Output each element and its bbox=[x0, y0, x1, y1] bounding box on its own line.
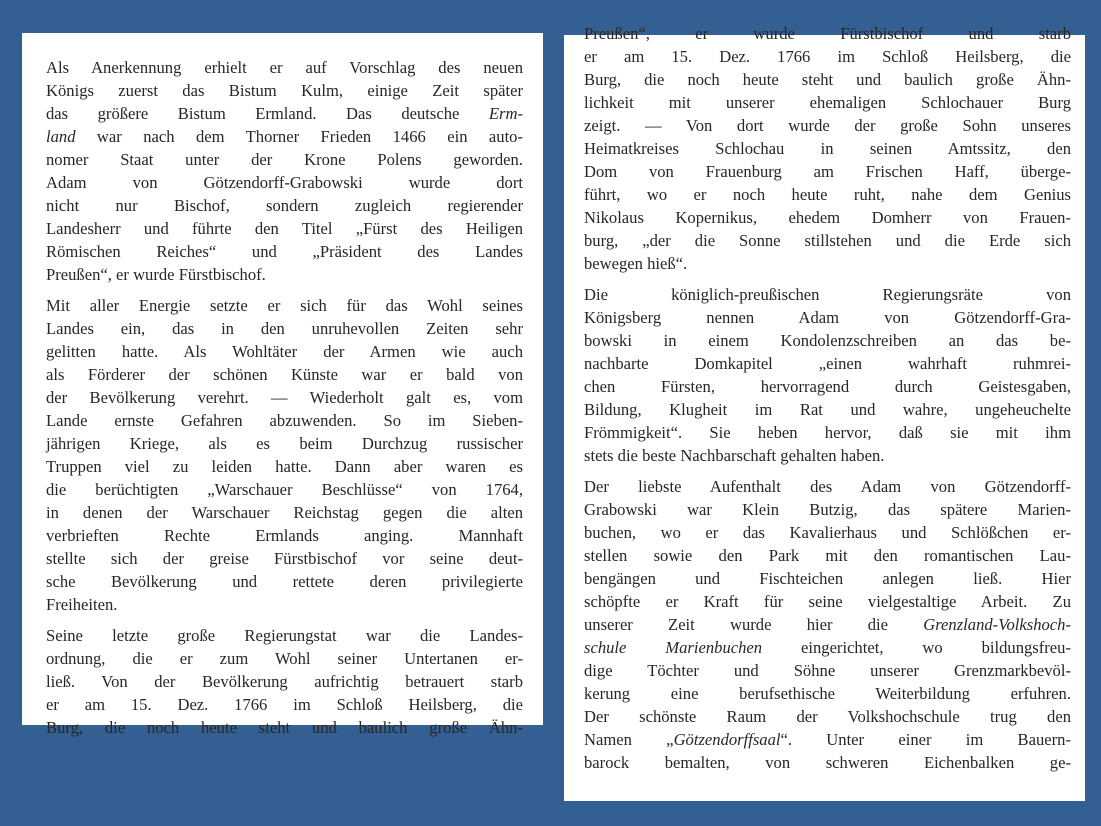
paragraph-1 bbox=[584, 45, 1071, 275]
text-line: Königsberg nennen Adam von Götzendorff-Gra- bbox=[584, 308, 1071, 327]
text-line: Landesherr und führte den Titel „Fürst des Heiligen bbox=[46, 219, 523, 238]
text-line: Die königlich-preußischen Regierungsräte von bbox=[584, 285, 1071, 304]
text-line: der Bevölkerung verehrt. — Wiederholt galt es, vom bbox=[46, 388, 523, 407]
text-line: lichkeit mit unserer ehemaligen Schlochauer Burg bbox=[584, 93, 1071, 112]
paragraph-2 bbox=[46, 294, 523, 616]
text-line: er am 15. Dez. 1766 im Schloß Heilsberg, die bbox=[584, 47, 1071, 66]
right-page-scan bbox=[564, 24, 1085, 801]
text-line: Seine letzte große Regierungstat war die Landes- bbox=[46, 626, 523, 645]
text-line: er am 15. Dez. 1766 im Schloß Heilsberg, die bbox=[46, 695, 523, 714]
text-line: Landes ein, das in den unruhevollen Zeiten sehr bbox=[46, 319, 523, 338]
paragraph-1 bbox=[46, 56, 523, 286]
text-line: dige Töchter und Söhne unserer Grenzmarkbevöl- bbox=[584, 661, 1071, 680]
text-line: verbrieften Rechte Ermlands anging. Mannhaft bbox=[46, 526, 523, 545]
text-line-italic-phrase: unserer Zeit wurde hier die Grenzland-Volkshoch- bbox=[584, 615, 1071, 634]
paragraph-3 bbox=[46, 624, 523, 737]
paragraph-3 bbox=[584, 475, 1071, 774]
cut-off-line: Burg, die noch heute steht und baulich große Ähn- bbox=[46, 718, 523, 737]
text-line-italic-phrase: Namen „Götzendorffsaal“. Unter einer im Bauern- bbox=[584, 730, 1072, 749]
text-line: burg, „der die Sonne stillstehen und die Erde sich bbox=[584, 231, 1071, 250]
text-line: Nikolaus Kopernikus, ehedem Domherr von Frauen- bbox=[584, 208, 1071, 227]
text-line: Königs zuerst das Bistum Kulm, einige Zeit später bbox=[46, 81, 523, 100]
text-line: Lande ernste Gefahren abzuwenden. So im Sieben- bbox=[46, 411, 523, 430]
text-line: schöpfte er Kraft für seine vielgestaltige Arbeit. Zu bbox=[584, 592, 1071, 611]
text-line: sche Bevölkerung und rettete deren privilegierte bbox=[46, 572, 523, 591]
text-line: Preußen“, er wurde Fürstbischof. bbox=[46, 265, 266, 284]
text-line: chen Fürsten, hervorragend durch Geistesgaben, bbox=[584, 377, 1071, 396]
left-page-scan bbox=[22, 33, 543, 737]
text-line: buchen, wo er das Kavalierhaus und Schlößchen er- bbox=[584, 523, 1071, 542]
text-line: als Förderer der schönen Künste war er bald von bbox=[46, 365, 523, 384]
text-line: gelitten hatte. Als Wohltäter der Armen wie auch bbox=[46, 342, 523, 361]
text-line: stets die beste Nachbarschaft gehalten haben. bbox=[584, 446, 885, 465]
italic-phrase: schule Marienbuchen bbox=[584, 638, 763, 657]
text-line: bengängen und Fischteichen anlegen ließ. Hier bbox=[584, 569, 1071, 588]
text-line: kerung eine berufsethische Weiterbildung erfuhren. bbox=[584, 684, 1071, 703]
text-line: stellte sich der greise Fürstbischof vor seine deut- bbox=[46, 549, 523, 568]
text-line: Frömmigkeit“. Sie heben hervor, daß sie mit ihm bbox=[584, 423, 1071, 442]
text-line: jährigen Kriege, als es beim Durchzug russischer bbox=[46, 434, 523, 453]
text-line: Heimatkreises Schlochau in seinen Amtssitz, den bbox=[584, 139, 1071, 158]
text-line: das größere Bistum Ermland. Das deutsche Erm- bbox=[46, 104, 523, 123]
text-line: Dom von Frauenburg am Frischen Haff, überge- bbox=[584, 162, 1071, 181]
italic-phrase: land bbox=[46, 127, 76, 146]
text-line: Der liebste Aufenthalt des Adam von Götzendorff- bbox=[584, 477, 1071, 496]
italic-phrase: Grenzland-Volkshoch- bbox=[923, 615, 1071, 634]
text-line: nicht nur Bischof, sondern zugleich regierender bbox=[46, 196, 523, 215]
italic-phrase: Erm- bbox=[488, 104, 523, 123]
text-line: Adam von Götzendorff-Grabowski wurde dort bbox=[46, 173, 523, 192]
italic-phrase: Götzendorffsaal bbox=[673, 730, 781, 749]
text-line: stellen sowie den Park mit den romantischen Lau- bbox=[584, 546, 1071, 565]
text-line: barock bemalten, von schweren Eichenbalken ge- bbox=[584, 753, 1071, 772]
text-line: Freiheiten. bbox=[46, 595, 118, 614]
text-line: nomer Staat unter der Krone Polens geworden. bbox=[46, 150, 523, 169]
text-line: Burg, die noch heute steht und baulich große Ähn- bbox=[584, 70, 1071, 89]
text-line-italic-phrase: schule Marienbuchen eingerichtet, wo bildungsfreu- bbox=[584, 638, 1071, 657]
text-line: bowski in einem Kondolenzschreiben an das be- bbox=[584, 331, 1071, 350]
text-line: zeigt. — Von dort wurde der große Sohn unseres bbox=[584, 116, 1071, 135]
text-line: Bildung, Klugheit im Rat und wahre, ungeheuchelte bbox=[584, 400, 1071, 419]
paragraph-2 bbox=[584, 283, 1071, 467]
text-line: Grabowski war Klein Butzig, das spätere Marien- bbox=[584, 500, 1071, 519]
text-line: bewegen hieß“. bbox=[584, 254, 688, 273]
text-line: die berüchtigten „Warschauer Beschlüsse“ von 1764, bbox=[46, 480, 523, 499]
cut-off-line: Preußen“, er wurde Fürstbischof und starb bbox=[584, 24, 1071, 43]
text-line: führt, wo er noch heute ruht, nahe dem Genius bbox=[584, 185, 1071, 204]
text-line: Mit aller Energie setzte er sich für das Wohl seines bbox=[46, 296, 523, 315]
text-line: Der schönste Raum der Volkshochschule trug den bbox=[584, 707, 1071, 726]
text-line: land war nach dem Thorner Frieden 1466 ein auto- bbox=[46, 127, 523, 146]
text-line: Als Anerkennung erhielt er auf Vorschlag des neuen bbox=[46, 58, 523, 77]
text-line: ließ. Von der Bevölkerung aufrichtig betrauert starb bbox=[46, 672, 523, 691]
text-line: in denen der Warschauer Reichstag gegen die alten bbox=[46, 503, 523, 522]
text-line: Truppen viel zu leiden hatte. Dann aber waren es bbox=[46, 457, 523, 476]
text-line: ordnung, die er zum Wohl seiner Untertanen er- bbox=[46, 649, 523, 668]
text-line: nachbarte Domkapitel „einen wahrhaft ruhmrei- bbox=[584, 354, 1071, 373]
text-line: Römischen Reiches“ und „Präsident des Landes bbox=[46, 242, 523, 261]
